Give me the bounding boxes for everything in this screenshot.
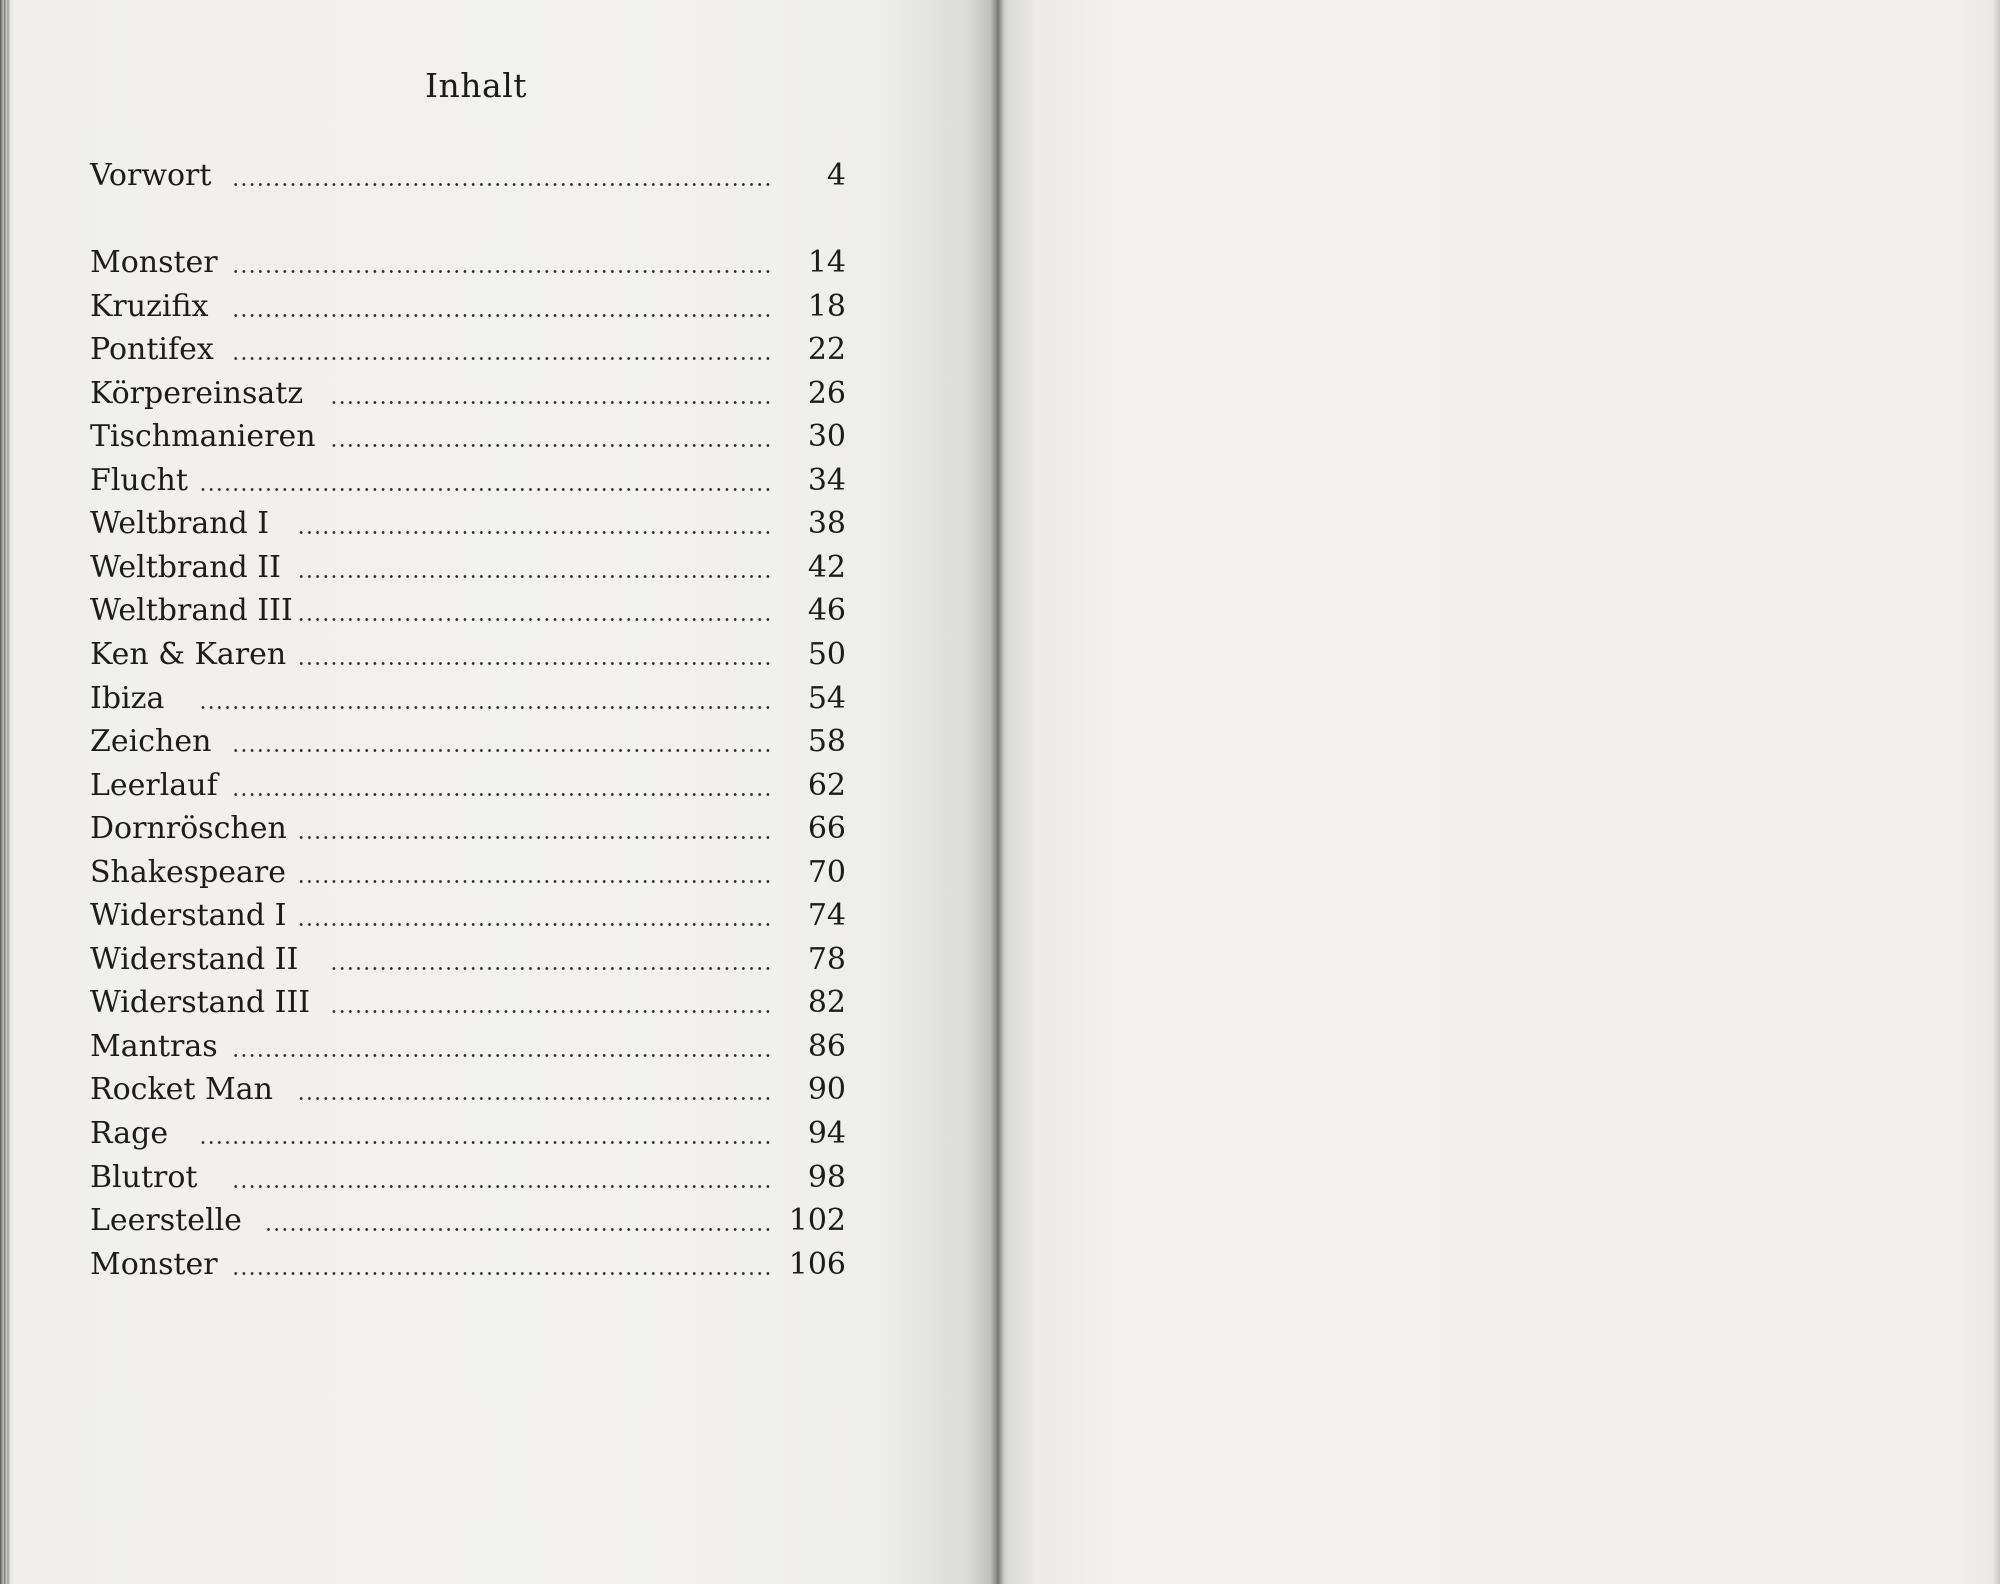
toc-leader-dots bbox=[232, 183, 772, 186]
toc-entry-label: Weltbrand III bbox=[90, 593, 293, 629]
toc-entry bbox=[90, 1070, 846, 1110]
toc-entry-page-number: 14 bbox=[807, 245, 846, 280]
toc-leader-dots bbox=[232, 1185, 772, 1188]
toc-entry-label: Shakespeare bbox=[90, 854, 287, 890]
toc-leader-dots bbox=[232, 793, 772, 796]
toc-entry-label: Körpereinsatz bbox=[90, 375, 304, 411]
toc-entry bbox=[90, 1201, 846, 1241]
toc-entry-page-number: 22 bbox=[807, 332, 846, 368]
toc-entry-label: Ibiza bbox=[90, 680, 165, 716]
toc-entry-label: Flucht bbox=[90, 462, 188, 498]
toc-entry-label: Rage bbox=[90, 1116, 169, 1151]
toc-entry bbox=[90, 853, 846, 893]
toc-entry-page-number: 102 bbox=[788, 1203, 846, 1239]
toc-entry-label: Tischmanieren bbox=[90, 419, 316, 455]
toc-entry bbox=[90, 983, 846, 1023]
toc-entry bbox=[90, 940, 846, 980]
toc-entry-label: Widerstand I bbox=[90, 898, 287, 934]
toc-entry-page-number: 66 bbox=[807, 811, 846, 847]
toc-entry-page-number: 94 bbox=[807, 1116, 846, 1151]
toc-leader-dots bbox=[232, 357, 772, 360]
toc-entry-page-number: 62 bbox=[807, 767, 846, 803]
toc-entry-label: Blutrot bbox=[90, 1159, 198, 1195]
toc-entry-page-number: 70 bbox=[807, 854, 846, 890]
toc-entry-page-number: 42 bbox=[807, 549, 846, 585]
toc-leader-dots bbox=[298, 618, 772, 621]
toc-entry bbox=[90, 679, 846, 719]
toc-entry-label: Dornröschen bbox=[90, 811, 287, 847]
toc-entry-page-number: 34 bbox=[807, 462, 846, 498]
right-page-edge bbox=[1994, 0, 2000, 1584]
toc-entry-page-number: 18 bbox=[807, 288, 846, 324]
book-edge bbox=[0, 0, 16, 1584]
toc-entry-page-number: 78 bbox=[807, 941, 846, 977]
toc-leader-dots bbox=[232, 1272, 772, 1275]
toc-entry bbox=[90, 374, 846, 414]
toc-leader-dots bbox=[298, 836, 772, 839]
toc-entry-page-number: 58 bbox=[807, 724, 846, 760]
toc-entry-label: Leerlauf bbox=[90, 767, 218, 803]
toc-entry bbox=[90, 635, 846, 675]
toc-leader-dots bbox=[332, 401, 772, 404]
toc-entry-label: Widerstand III bbox=[90, 985, 311, 1021]
toc-entry-label: Weltbrand II bbox=[90, 549, 281, 585]
toc-entry-page-number: 82 bbox=[807, 985, 846, 1021]
toc-leader-dots bbox=[332, 444, 772, 447]
toc-leader-dots bbox=[298, 575, 772, 578]
toc-entry-label: Monster bbox=[90, 245, 218, 280]
book-gutter bbox=[990, 0, 1004, 1584]
right-page-blank bbox=[996, 0, 2000, 1584]
toc-entry-page-number: 46 bbox=[807, 593, 846, 629]
toc-entry bbox=[90, 766, 846, 806]
toc-entry-page-number: 90 bbox=[807, 1072, 846, 1108]
toc-entry-label: Zeichen bbox=[90, 724, 212, 760]
toc-entry bbox=[90, 548, 846, 588]
toc-entry-page-number: 74 bbox=[807, 898, 846, 934]
toc-entry bbox=[90, 809, 846, 849]
toc-leader-dots bbox=[332, 967, 772, 970]
toc-title: Inhalt bbox=[425, 66, 528, 105]
toc-entry bbox=[90, 417, 846, 457]
toc-entry-label: Mantras bbox=[90, 1028, 218, 1064]
toc-entry bbox=[90, 1027, 846, 1067]
toc-entry bbox=[90, 1158, 846, 1198]
toc-entry-label: Widerstand II bbox=[90, 941, 299, 977]
toc-entry-label: Leerstelle bbox=[90, 1203, 242, 1239]
toc-entry-page-number: 26 bbox=[807, 375, 846, 411]
toc-leader-dots bbox=[232, 314, 772, 317]
toc-entry-label: Kruzifix bbox=[90, 288, 209, 324]
toc-leader-dots bbox=[198, 488, 772, 491]
toc-entry bbox=[90, 722, 846, 762]
toc-leader-dots bbox=[232, 1054, 772, 1057]
toc-entry-page-number: 4 bbox=[826, 158, 846, 193]
toc-entry bbox=[90, 243, 846, 283]
toc-leader-dots bbox=[298, 880, 772, 883]
toc-entry bbox=[90, 1245, 846, 1285]
toc-leader-dots bbox=[198, 706, 772, 709]
toc-entry-label: Weltbrand I bbox=[90, 506, 270, 542]
toc-entry-page-number: 86 bbox=[807, 1028, 846, 1064]
toc-entry bbox=[90, 461, 846, 501]
toc-entry-page-number: 50 bbox=[807, 636, 846, 672]
toc-entry bbox=[90, 896, 846, 936]
toc-leader-dots bbox=[232, 270, 772, 273]
toc-entry bbox=[90, 287, 846, 327]
toc-entry-label: Rocket Man bbox=[90, 1072, 273, 1108]
toc-entry-page-number: 98 bbox=[807, 1159, 846, 1195]
toc-entry-label: Pontifex bbox=[90, 332, 214, 368]
toc-leader-dots bbox=[332, 1010, 772, 1013]
toc-entry bbox=[90, 330, 846, 370]
toc-leader-dots bbox=[232, 749, 772, 752]
toc-entry bbox=[90, 591, 846, 631]
toc-leader-dots bbox=[198, 1141, 772, 1144]
toc-entry-page-number: 38 bbox=[807, 506, 846, 542]
toc-entry bbox=[90, 504, 846, 544]
toc-entry-page-number: 106 bbox=[788, 1246, 846, 1282]
toc-leader-dots bbox=[298, 662, 772, 665]
toc-entry-label: Vorwort bbox=[90, 158, 212, 193]
toc-entry-page-number: 30 bbox=[807, 419, 846, 455]
toc-entry-label: Monster bbox=[90, 1246, 218, 1282]
toc-entry bbox=[90, 1114, 846, 1154]
toc-leader-dots bbox=[265, 1228, 772, 1231]
toc-entry bbox=[90, 156, 846, 196]
toc-entry-page-number: 54 bbox=[807, 680, 846, 716]
toc-entry-label: Ken & Karen bbox=[90, 636, 287, 672]
toc-leader-dots bbox=[298, 1097, 772, 1100]
toc-leader-dots bbox=[298, 531, 772, 534]
toc-leader-dots bbox=[298, 923, 772, 926]
